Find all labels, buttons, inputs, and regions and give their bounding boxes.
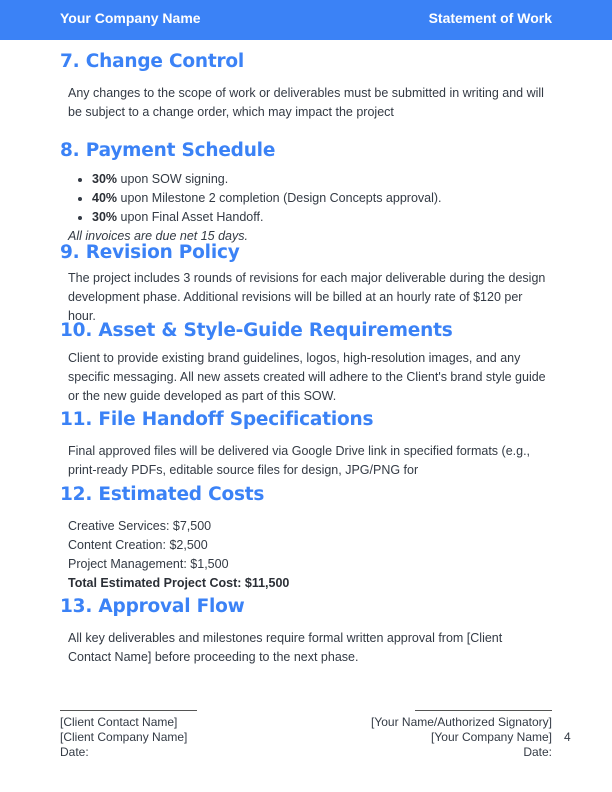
payment-list [68, 170, 442, 227]
payment-text: upon Milestone 2 completion (Design Concepts approval). [117, 191, 442, 205]
revision-body: The project includes 3 rounds of revisions for each major deliverable during the design development phase. Additional revisions will be billed at an hourly rate of $120 per hour. [68, 271, 546, 323]
provider-date: Date: [523, 745, 552, 759]
section-file-handoff [60, 409, 552, 431]
payment-text: upon Final Asset Handoff. [117, 210, 264, 224]
payment-percent: 40% [92, 191, 118, 205]
section-estimated-costs [60, 484, 552, 506]
provider-signatory-name: [Your Name/Authorized Signatory] [371, 715, 552, 729]
document-title: Statement of Work [428, 10, 552, 26]
section-heading: 10. Asset & Style-Guide Requirements [60, 320, 453, 341]
invoice-note: All invoices are due net 15 days. [68, 229, 248, 243]
section-heading: 8. Payment Schedule [60, 140, 276, 161]
cost-total: Total Estimated Project Cost: $11,500 [68, 576, 290, 590]
section-approval-flow [60, 596, 552, 618]
section-change-control [60, 51, 552, 73]
payment-percent: 30% [92, 210, 118, 224]
section-heading: 12. Estimated Costs [60, 484, 265, 505]
payment-item [92, 208, 442, 227]
page-header [0, 0, 612, 40]
assets-body: Client to provide existing brand guidelines, logos, high-resolution images, and any specific messaging. All new assets created will adhere to the Client's brand style guide or the new guide developed as part of this SOW. [68, 351, 546, 403]
client-contact-name: [Client Contact Name] [60, 715, 178, 729]
provider-signature-block [371, 698, 552, 760]
section-revision-policy [60, 242, 552, 264]
section-payment-schedule [60, 140, 552, 162]
approval-body: All key deliverables and milestones require formal written approval from [Client Contact Name] before proceeding to the next phase. [68, 631, 503, 664]
payment-item [92, 170, 442, 189]
cost-line: Creative Services: $7,500 [68, 519, 212, 533]
section-heading: 13. Approval Flow [60, 596, 245, 617]
provider-company-name: [Your Company Name] [431, 730, 552, 744]
section-asset-requirements [60, 320, 552, 342]
section-heading: 11. File Handoff Specifications [60, 409, 374, 430]
payment-percent: 30% [92, 172, 118, 186]
company-name: Your Company Name [60, 10, 201, 26]
client-company-name: [Client Company Name] [60, 730, 188, 744]
change-control-body: Any changes to the scope of work or deliverables must be submitted in writing and will be subject to a change order, which may impact the project [68, 86, 544, 119]
cost-line: Content Creation: $2,500 [68, 538, 208, 552]
cost-line: Project Management: $1,500 [68, 557, 229, 571]
cost-breakdown [68, 517, 289, 593]
client-signature-block [60, 698, 197, 760]
signature-line [415, 698, 552, 711]
handoff-body: Final approved files will be delivered via Google Drive link in specified formats (e.g., print-ready PDFs, editable source files for design, JPG/PNG for [68, 444, 531, 477]
payment-text: upon SOW signing. [117, 172, 229, 186]
section-heading: 9. Revision Policy [60, 242, 240, 263]
client-date: Date: [60, 745, 89, 759]
signature-line [60, 698, 197, 711]
page-number: 4 [564, 730, 571, 744]
payment-item [92, 189, 442, 208]
section-heading: 7. Change Control [60, 51, 245, 72]
